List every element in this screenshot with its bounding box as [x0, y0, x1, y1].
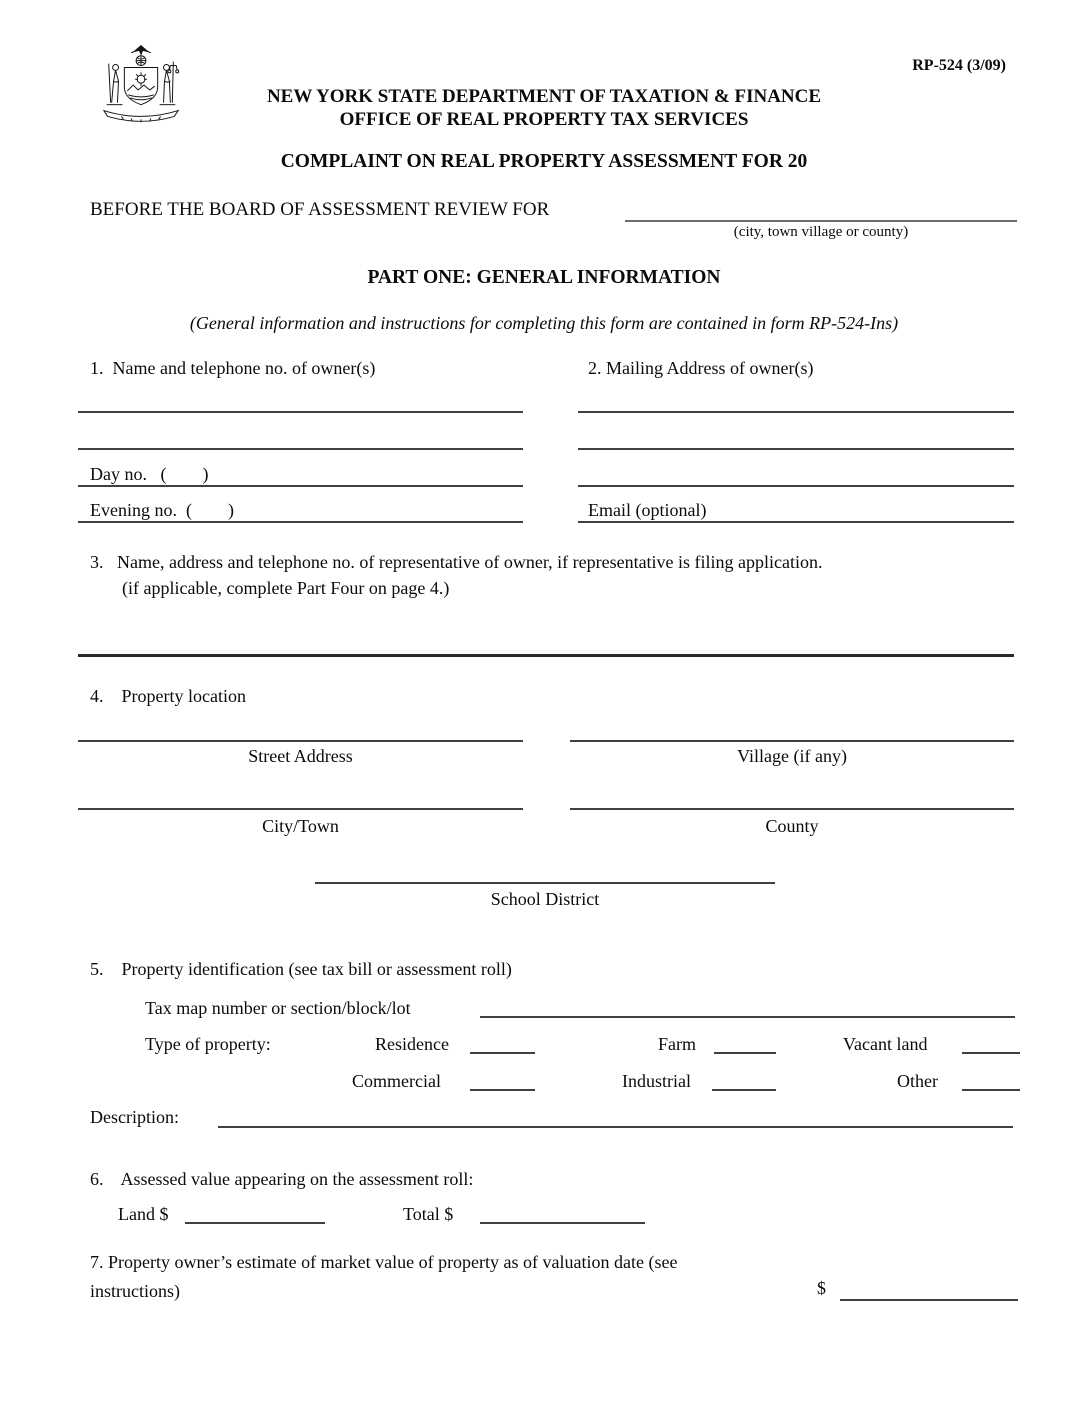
board-name-caption: (city, town village or county): [733, 224, 909, 240]
owner-name-line-2[interactable]: [78, 448, 523, 450]
school-district-caption: School District: [490, 889, 600, 909]
mailing-address-line-3[interactable]: [578, 485, 1014, 487]
form-title: COMPLAINT ON REAL PROPERTY ASSESSMENT FOR 20: [280, 151, 808, 172]
farm-checkbox-line[interactable]: [714, 1052, 776, 1054]
item7-label-line2: instructions): [90, 1281, 180, 1301]
dept-name-line1: NEW YORK STATE DEPARTMENT OF TAXATION & FINANCE: [266, 86, 822, 107]
total-value-input-line[interactable]: [480, 1222, 645, 1224]
email-input-line[interactable]: [578, 521, 1014, 523]
mailing-address-line-1[interactable]: [578, 411, 1014, 413]
other-checkbox-line[interactable]: [962, 1089, 1020, 1091]
village-caption: Village (if any): [737, 746, 847, 766]
farm-label: Farm: [658, 1034, 696, 1054]
industrial-label: Industrial: [622, 1071, 691, 1091]
item3-label-line1: 3. Name, address and telephone no. of representative of owner, if representative is filing application.: [90, 552, 823, 572]
school-district-input-line[interactable]: [315, 882, 775, 884]
before-board-label: BEFORE THE BOARD OF ASSESSMENT REVIEW FOR: [90, 199, 550, 220]
tax-map-label: Tax map number or section/block/lot: [145, 998, 411, 1018]
tax-map-input-line[interactable]: [480, 1016, 1015, 1018]
mailing-address-line-2[interactable]: [578, 448, 1014, 450]
city-town-caption: City/Town: [262, 816, 339, 836]
estimate-dollar-sign: $: [817, 1278, 826, 1298]
day-no-input-line[interactable]: [78, 485, 523, 487]
total-label: Total $: [403, 1204, 454, 1224]
residence-label: Residence: [375, 1034, 449, 1054]
city-town-input-line[interactable]: [78, 808, 523, 810]
item7-label-line1: 7. Property owner’s estimate of market value of property as of valuation date (see: [90, 1252, 678, 1272]
description-label: Description:: [90, 1107, 179, 1127]
item6-label: 6. Assessed value appearing on the assessment roll:: [90, 1169, 474, 1189]
description-input-line[interactable]: [218, 1126, 1013, 1128]
residence-checkbox-line[interactable]: [470, 1052, 535, 1054]
village-input-line[interactable]: [570, 740, 1014, 742]
evening-no-input-line[interactable]: [78, 521, 523, 523]
owner-name-line-1[interactable]: [78, 411, 523, 413]
commercial-label: Commercial: [352, 1071, 441, 1091]
other-label: Other: [897, 1071, 938, 1091]
evening-no-label: Evening no. ( ): [90, 500, 234, 520]
item4-label: 4. Property location: [90, 686, 246, 706]
vacant-land-checkbox-line[interactable]: [962, 1052, 1020, 1054]
item1-label: 1. Name and telephone no. of owner(s): [90, 358, 376, 378]
land-label: Land $: [118, 1204, 169, 1224]
commercial-checkbox-line[interactable]: [470, 1089, 535, 1091]
item2-label: 2. Mailing Address of owner(s): [588, 358, 814, 378]
type-of-property-label: Type of property:: [145, 1034, 271, 1054]
county-caption: County: [765, 816, 819, 836]
item5-label: 5. Property identification (see tax bill or assessment roll): [90, 959, 512, 979]
email-label: Email (optional): [588, 500, 707, 520]
form-number: RP-524 (3/09): [912, 57, 1006, 74]
street-address-caption: Street Address: [248, 746, 353, 766]
dept-name-line2: OFFICE OF REAL PROPERTY TAX SERVICES: [339, 109, 749, 130]
estimate-value-input-line[interactable]: [840, 1299, 1018, 1301]
item3-label-line2: (if applicable, complete Part Four on page 4.): [122, 578, 450, 598]
part-one-heading: PART ONE: GENERAL INFORMATION: [367, 267, 721, 288]
street-address-input-line[interactable]: [78, 740, 523, 742]
board-name-input-line[interactable]: [625, 220, 1017, 222]
representative-input-line[interactable]: [78, 654, 1014, 657]
vacant-land-label: Vacant land: [843, 1034, 928, 1054]
county-input-line[interactable]: [570, 808, 1014, 810]
land-value-input-line[interactable]: [185, 1222, 325, 1224]
industrial-checkbox-line[interactable]: [712, 1089, 776, 1091]
instructions-note: (General information and instructions for completing this form are contained in form RP-524-Ins): [189, 313, 899, 333]
day-no-label: Day no. ( ): [90, 464, 209, 484]
